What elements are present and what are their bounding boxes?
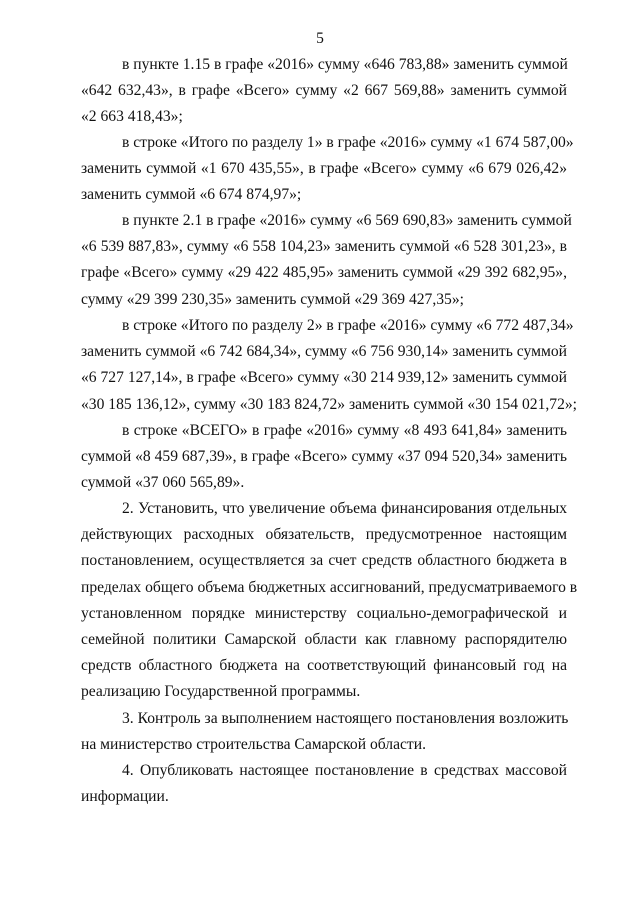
paragraph-line: 3. Контроль за выполнением настоящего постановления возложить bbox=[122, 710, 569, 727]
paragraph-line: на министерство строительства Самарской области. bbox=[81, 736, 426, 754]
paragraph-line: суммой «8 459 687,39», в графе «Всего» сумму «37 094 520,34» заменить bbox=[81, 448, 567, 466]
paragraph-section-1-total bbox=[81, 130, 574, 209]
page-number: 5 bbox=[316, 30, 324, 47]
paragraph-line: 4. Опубликовать настоящее постановление в средствах массовой bbox=[122, 762, 567, 779]
paragraph-section-2-total bbox=[81, 313, 578, 418]
paragraph-line: установленном порядке министерству социально-демографической и bbox=[81, 604, 567, 622]
paragraph-line: суммой «37 060 565,89». bbox=[81, 474, 245, 492]
paragraph-clause-2 bbox=[81, 496, 578, 706]
paragraph-line: «642 632,43», в графе «Всего» сумму «2 667 569,88» заменить суммой bbox=[81, 82, 567, 100]
paragraph-line: пределах общего объема бюджетных ассигнований, предусматриваемого в bbox=[81, 578, 578, 596]
paragraph-line: 2. Установить, что увеличение объема финансирования отдельных bbox=[122, 500, 567, 517]
paragraph-line: «6 539 887,83», сумму «6 558 104,23» заменить суммой «6 528 301,23», в bbox=[81, 238, 567, 256]
paragraph-line: заменить суммой «6 674 874,97»; bbox=[81, 186, 302, 204]
paragraph-line: информации. bbox=[81, 788, 169, 806]
paragraph-line: реализацию Государственной программы. bbox=[81, 683, 361, 701]
paragraph-item-1-15 bbox=[81, 52, 567, 131]
paragraph-line: в строке «Итого по разделу 1» в графе «2016» сумму «1 674 587,00» bbox=[122, 134, 574, 151]
paragraph-line: «2 663 418,43»; bbox=[81, 108, 183, 126]
paragraph-clause-3 bbox=[81, 706, 567, 758]
paragraph-line: графе «Всего» сумму «29 422 485,95» заменить суммой «29 392 682,95», bbox=[81, 264, 567, 282]
paragraph-line: заменить суммой «1 670 435,55», в графе «Всего» сумму «6 679 026,42» bbox=[81, 160, 567, 178]
paragraph-line: в пункте 2.1 в графе «2016» сумму «6 569 690,83» заменить суммой bbox=[122, 212, 572, 229]
paragraph-line: «6 727 127,14», в графе «Всего» сумму «30 214 939,12» заменить суммой bbox=[81, 369, 567, 387]
paragraph-item-2-1 bbox=[81, 208, 572, 313]
paragraph-line: сумму «29 399 230,35» заменить суммой «29 369 427,35»; bbox=[81, 290, 464, 308]
paragraph-line: средств областного бюджета на соответствующий финансовый год на bbox=[81, 657, 567, 675]
paragraph-line: семейной политики Самарской области как главному распорядителю bbox=[81, 630, 567, 648]
paragraph-line: в строке «ВСЕГО» в графе «2016» сумму «8 493 641,84» заменить bbox=[122, 422, 567, 439]
paragraph-line: «30 185 136,12», сумму «30 183 824,72» заменить суммой «30 154 021,72»; bbox=[81, 395, 578, 413]
paragraph-clause-4 bbox=[81, 758, 567, 810]
paragraph-line: постановлением, осуществляется за счет средств областного бюджета в bbox=[81, 552, 567, 570]
paragraph-line: в пункте 1.15 в графе «2016» сумму «646 783,88» заменить суммой bbox=[122, 56, 568, 73]
paragraph-line: заменить суммой «6 742 684,34», сумму «6 756 930,14» заменить суммой bbox=[81, 343, 567, 361]
paragraph-line: действующих расходных обязательств, предусмотренное настоящим bbox=[81, 526, 567, 544]
paragraph-grand-total bbox=[81, 418, 567, 497]
paragraph-line: в строке «Итого по разделу 2» в графе «2016» сумму «6 772 487,34» bbox=[122, 317, 574, 334]
